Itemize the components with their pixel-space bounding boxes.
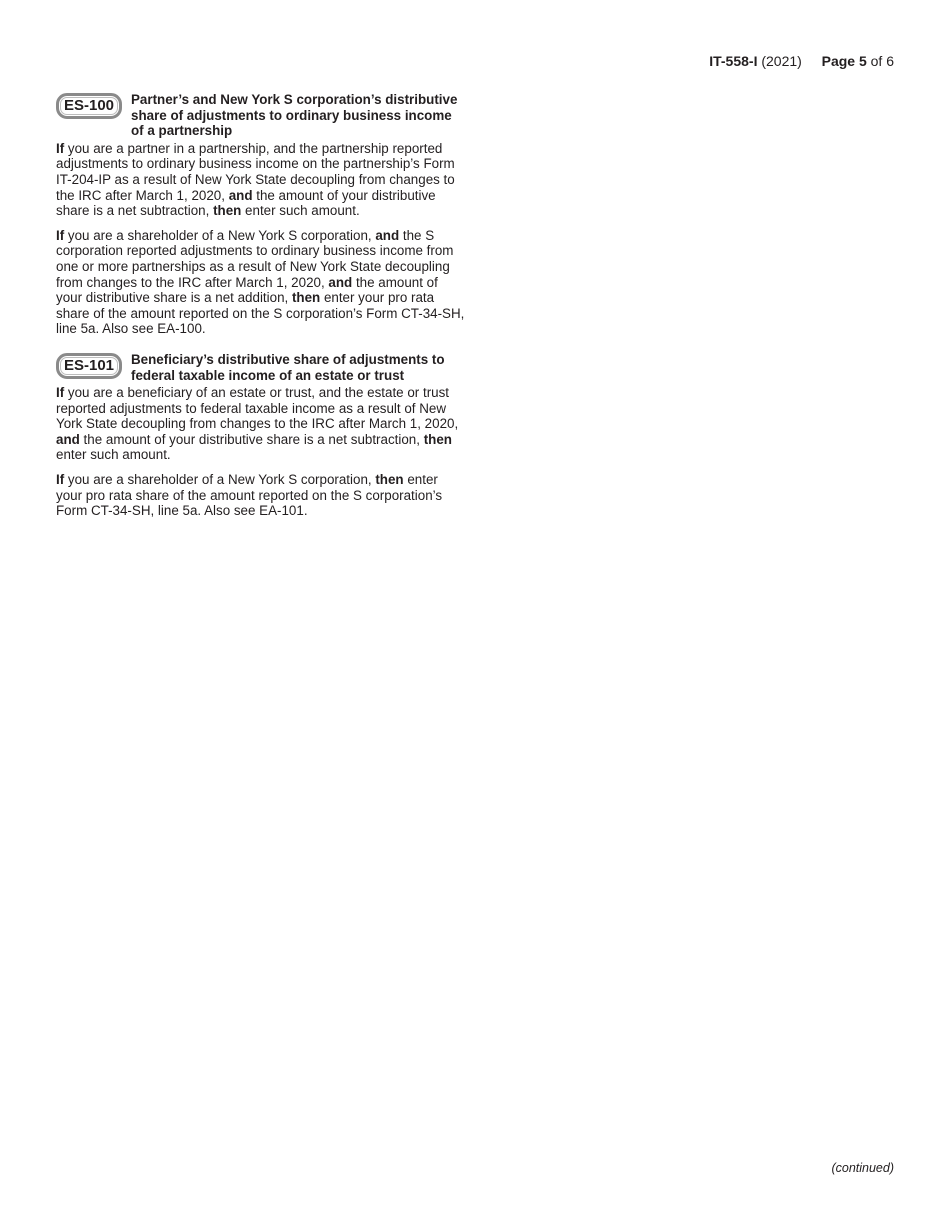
entry-heading bbox=[56, 352, 466, 383]
body-text: you are a shareholder of a New York S corporation, bbox=[64, 227, 376, 243]
body-text: the amount of your distributive share is a net addition, bbox=[56, 274, 438, 306]
bold-keyword: If bbox=[56, 227, 65, 243]
code-badge: ES-100 bbox=[56, 93, 122, 119]
entry-es-101 bbox=[56, 352, 466, 519]
code-badge: ES-101 bbox=[56, 353, 122, 379]
body-text: you are a partner in a partnership, and the partnership reported adjustments to ordinary business income on the partnership’s Form IT-204-IP as a result of New York State decoupling from changes to the IRC after March 1, 2020, bbox=[56, 140, 455, 203]
page-header bbox=[709, 53, 894, 70]
body-text: enter such amount. bbox=[56, 447, 171, 463]
paragraph bbox=[56, 472, 466, 519]
page-total: of 6 bbox=[870, 53, 894, 69]
paragraph bbox=[56, 141, 466, 219]
bold-keyword: then bbox=[375, 472, 404, 488]
instructions-column bbox=[56, 92, 466, 519]
entry-es-100 bbox=[56, 92, 466, 337]
bold-keyword: and bbox=[375, 227, 400, 243]
body-text: the amount of your distributive share is a net subtraction, bbox=[79, 431, 424, 447]
entry-heading bbox=[56, 92, 466, 139]
bold-keyword: and bbox=[56, 431, 80, 447]
body-text: you are a beneficiary of an estate or trust, and the estate or trust reported adjustments to federal taxable income as a result of New York State decoupling from changes to the IRC after March 1, 2020, bbox=[56, 385, 459, 432]
body-text: the S corporation reported adjustments to ordinary business income from one or more partnerships as a result of New York State decoupling from changes to the IRC after March 1, 2020, bbox=[56, 227, 454, 290]
bold-keyword: and bbox=[228, 187, 253, 203]
entry-title: Partner’s and New York S corporation’s distributive share of adjustments to ordinary business income of a partnership bbox=[131, 92, 458, 139]
bold-keyword: If bbox=[56, 472, 65, 488]
paragraph bbox=[56, 228, 466, 337]
bold-keyword: then bbox=[213, 203, 242, 219]
bold-keyword: then bbox=[291, 290, 321, 306]
body-text: you are a shareholder of a New York S corporation, bbox=[64, 472, 376, 488]
paragraph bbox=[56, 385, 466, 463]
body-text: enter your pro rata share of the amount reported on the S corporation’s Form CT-34-SH, line 5a. Also see EA-101. bbox=[56, 472, 443, 519]
bold-keyword: and bbox=[328, 274, 353, 290]
bold-keyword: then bbox=[423, 431, 452, 447]
body-text: enter such amount. bbox=[241, 203, 360, 219]
body-text: the amount of your distributive share is a net subtraction, bbox=[56, 187, 436, 219]
bold-keyword: If bbox=[56, 140, 65, 156]
body-text: enter your pro rata share of the amount reported on the S corporation’s Form CT-34-SH, line 5a. Also see EA-100. bbox=[56, 290, 465, 337]
entry-title: Beneficiary’s distributive share of adjustments to federal taxable income of an estate or trust bbox=[131, 351, 445, 383]
page-number: Page 5 bbox=[821, 53, 867, 69]
form-id: IT-558-I bbox=[709, 53, 758, 69]
continued-note: (continued) bbox=[831, 1161, 894, 1175]
bold-keyword: If bbox=[56, 385, 65, 401]
form-year: (2021) bbox=[761, 53, 802, 69]
